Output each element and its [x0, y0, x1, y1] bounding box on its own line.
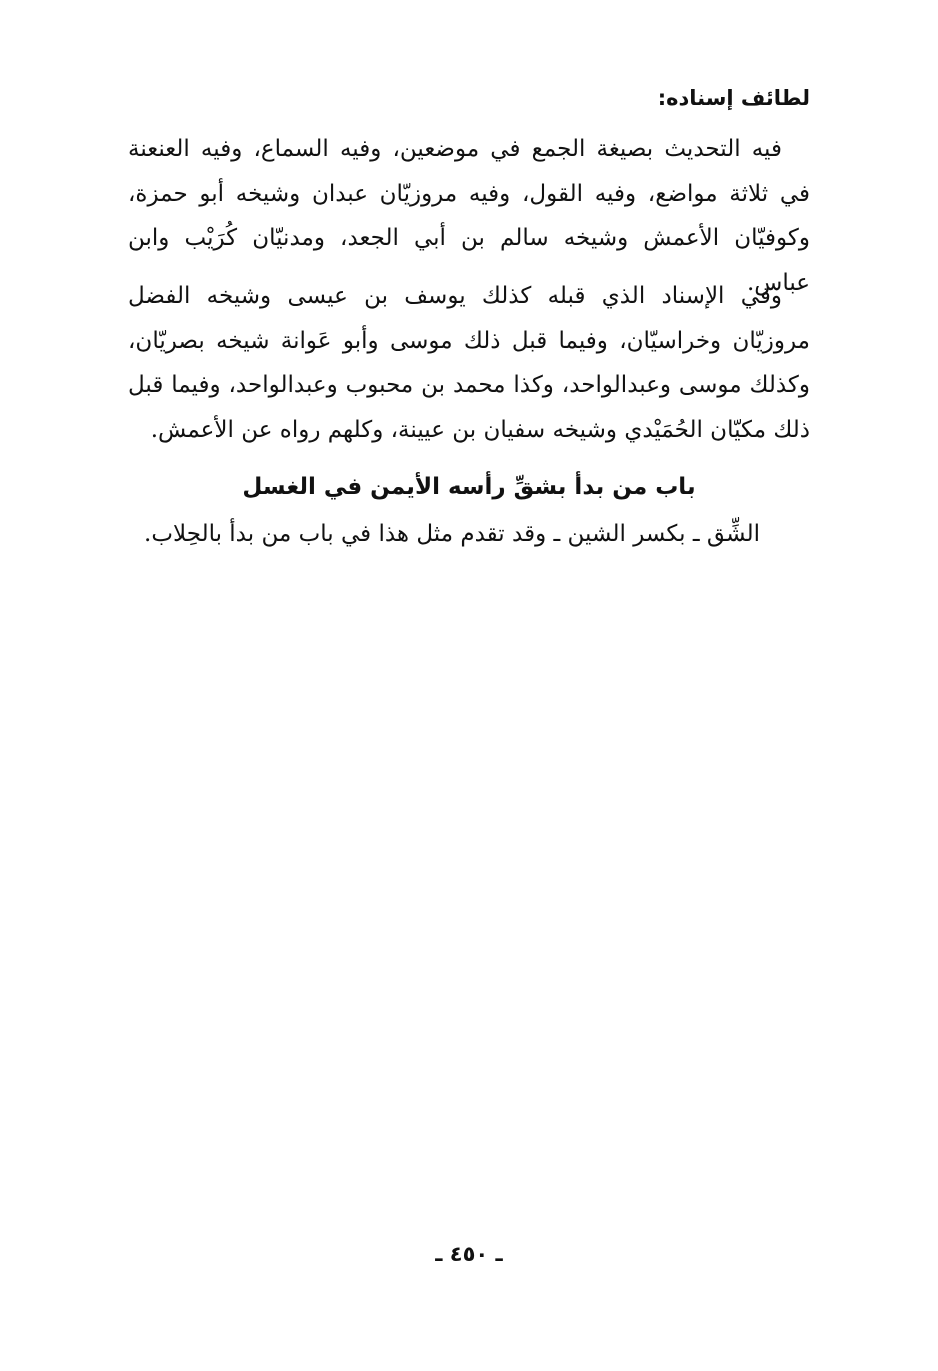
chain-remarks-heading: لطائف إسناده: — [657, 86, 810, 110]
paragraph-text: فيه التحديث بصيغة الجمع في موضعين، وفيه السماع، وفيه العنعنة في ثلاثة مواضع، وفيه القول، وفيه مروزيّان عبدان وشيخه أبو حمزة، وكوفيّان الأعمش وشيخه سالم بن أبي الجعد، ومدنيّان كُرَيْب وابن عباس. — [128, 136, 810, 296]
paragraph-text: وفي الإسناد الذي قبله كذلك يوسف بن عيسى وشيخه الفضل مروزيّان وخراسيّان، وفيما قبل ذلك موسى وأبو عَوانة شيخه بصريّان، وكذلك موسى وعبدالواحد، وكذا محمد بن محبوب وعبدالواحد، وفيما قبل ذلك مكيّان الحُمَيْدي وشيخه سفيان بن عيينة، وكلهم رواه عن الأعمش. — [128, 283, 810, 443]
chapter-note: الشِّق ـ بكسر الشين ـ وقد تقدم مثل هذا في باب من بدأ بالحِلاب. — [144, 521, 760, 547]
paragraph-previous-chain — [128, 274, 810, 452]
chapter-title: باب من بدأ بشقِّ رأسه الأيمن في الغسل — [242, 474, 696, 500]
page-number: ـ ٤٥٠ ـ — [435, 1242, 503, 1266]
